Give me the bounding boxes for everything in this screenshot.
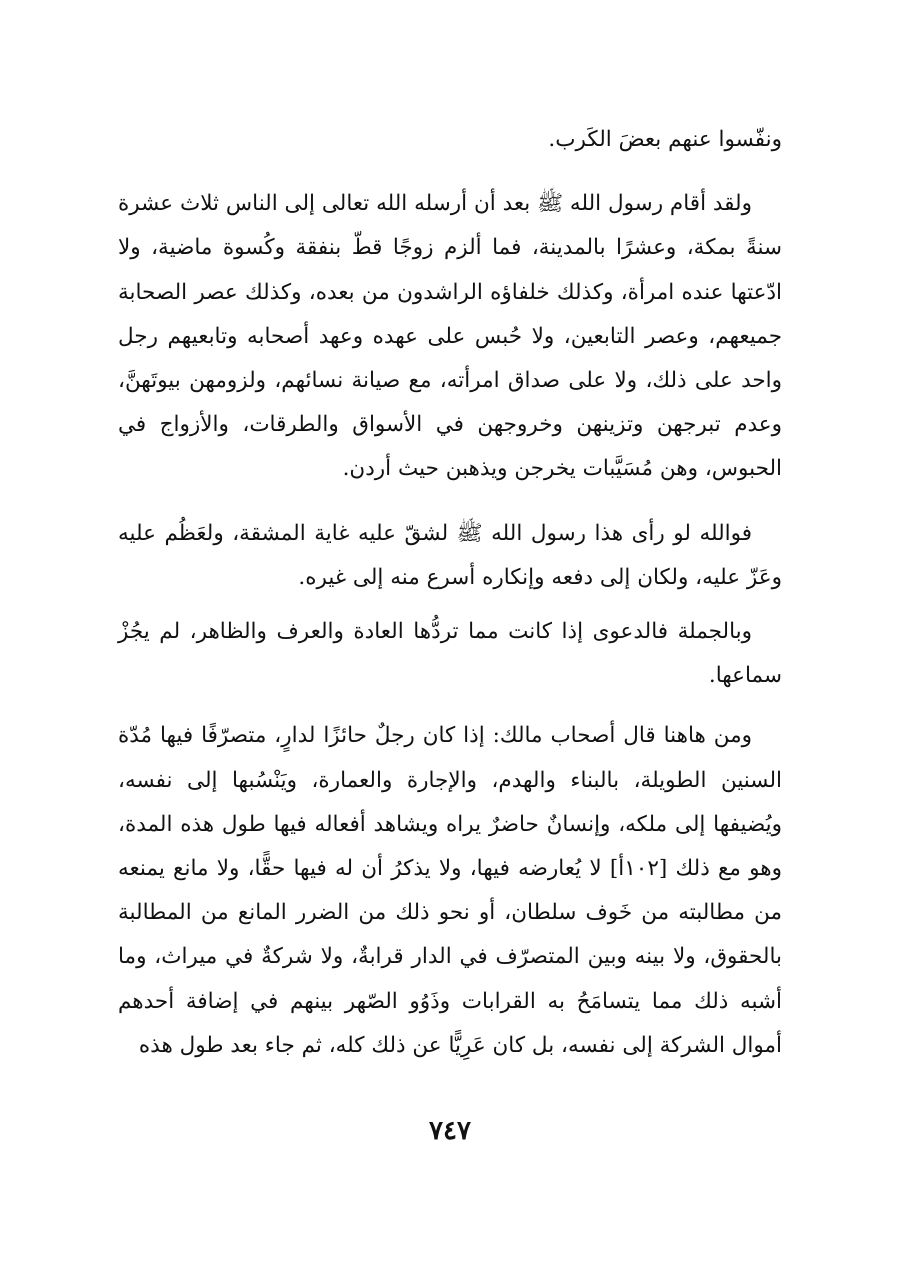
paragraph-prophet-practice: ولقد أقام رسول الله ﷺ بعد أن أرسله الله تعالى إلى الناس ثلاث عشرة سنةً بمكة، وعشرًا بالمدينة، فما ألزم زوجًا قطّ بنفقة وكُسوة ماضية، ولا ادّعتها عنده امرأة، وكذلك خلفاؤه الراشدون من بعده، وكذلك عصر الصحابة جميعهم، وعصر التابعين، ولا حُبس على عهده وعهد أصحابه وتابعيهم رجل واحد على ذلك، ولا على صداق امرأته، مع صيانة نسائهم، ولزومهن بيوتَهنَّ، وعدم تبرجهن وتزينهن وخروجهن في الأسواق والطرقات، والأزواج في الحبوس، وهن مُسَيَّبات يخرجن ويذهبن حيث أردن. [118,191,782,482]
body-text [118,118,782,1068]
paragraph-malik-companions: ومن هاهنا قال أصحاب مالك: إذا كان رجلٌ حائزًا لدارٍ، متصرّفًا فيها مُدّة السنين الطويلة، بالبناء والهدم، والإجارة والعمارة، ويَنْسُبها إلى نفسه، ويُضيفها إلى ملكه، وإنسانٌ حاضرٌ يراه ويشاهد أفعاله فيها طول هذه المدة، وهو مع ذلك [١٠٢أ] لا يُعارضه فيها، ولا يذكرُ أن له فيها حقًّا، ولا مانع يمنعه من مطالبته من خَوف سلطان، أو نحو ذلك من الضرر المانع من المطالبة بالحقوق، ولا بينه وبين المتصرّف في الدار قرابةٌ، ولا شركةٌ في ميراث، وما أشبه ذلك مما يتسامَحُ به القرابات وذَوُو الصّهر بينهم في إضافة أحدهم أموال الشركة إلى نفسه، بل كان عَرِيًّا عن ذلك كله، ثم جاء بعد طول هذه [118,723,783,1058]
paragraph-oath: فوالله لو رأى هذا رسول الله ﷺ لشقّ عليه غاية المشقة، ولعَظُم عليه وعَزّ عليه، ولكان إلى دفعه وإنكاره أسرع منه إلى غيره. [118,520,782,590]
page-number: ٧٤٧ [429,1116,471,1146]
paragraph-continuation: ونفّسوا عنهم بعضَ الكَرب. [548,127,782,152]
paragraph-summary: وبالجملة فالدعوى إذا كانت مما تردُّها العادة والعرف والظاهر، لم يجُزْ سماعها. [118,619,782,689]
